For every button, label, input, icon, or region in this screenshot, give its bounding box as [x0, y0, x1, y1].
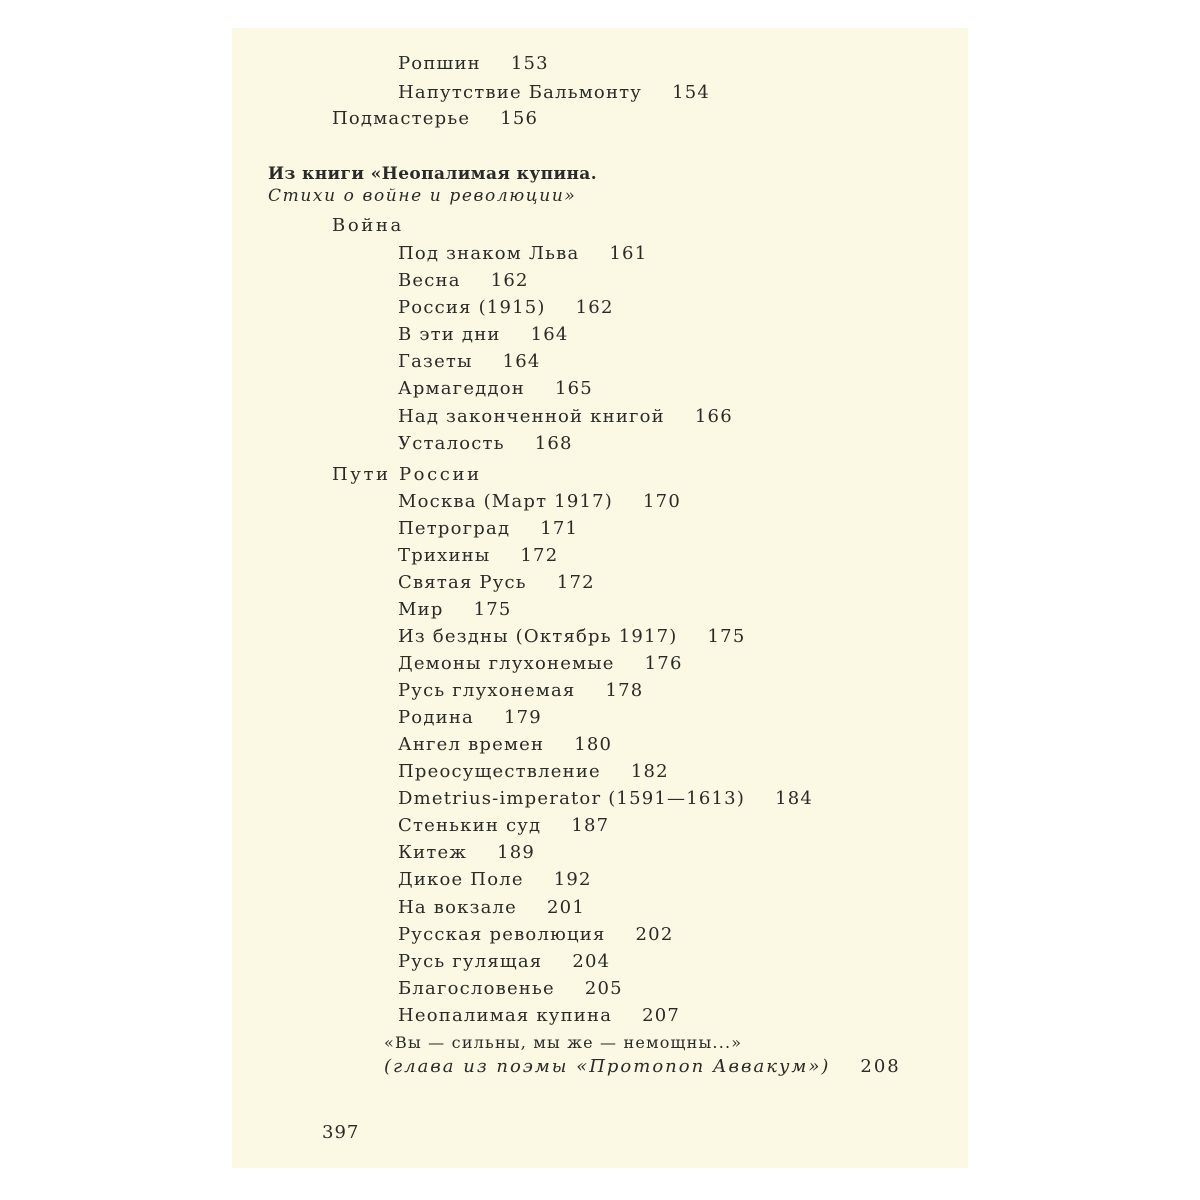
toc-entry: Из бездны (Октябрь 1917) 175 [398, 626, 746, 647]
toc-entry: Демоны глухонемые 176 [398, 653, 683, 674]
toc-entry: Святая Русь 172 [398, 572, 595, 593]
toc-entry: Газеты 164 [398, 351, 541, 372]
toc-entry: Дикое Поле 192 [398, 869, 592, 890]
toc-entry: Ангел времен 180 [398, 734, 613, 755]
toc-entry: Мир 175 [398, 599, 512, 620]
toc-entry: Трихины 172 [398, 545, 559, 566]
book-page [232, 28, 968, 1168]
toc-entry-note: (глава из поэмы «Протопоп Аввакум») 208 [384, 1056, 901, 1077]
toc-entry: Ропшин 153 [398, 53, 549, 74]
toc-entry: Китеж 189 [398, 842, 536, 863]
toc-entry: Русская революция 202 [398, 924, 674, 945]
toc-section: Война [332, 215, 404, 236]
toc-entry: Благословенье 205 [398, 978, 623, 999]
toc-entry: Неопалимая купина 207 [398, 1005, 681, 1026]
toc-entry-quote: «Вы — сильны, мы же — немощны...» [384, 1033, 743, 1052]
toc-entry: Усталость 168 [398, 433, 573, 454]
toc-entry: Весна 162 [398, 270, 529, 291]
toc-entry: Русь гулящая 204 [398, 951, 611, 972]
toc-entry: На вокзале 201 [398, 897, 585, 918]
toc-entry: Россия (1915) 162 [398, 297, 614, 318]
page-number: 397 [322, 1122, 360, 1143]
toc-entry: Стенькин суд 187 [398, 815, 610, 836]
toc-entry: Под знаком Льва 161 [398, 243, 648, 264]
toc-entry: Родина 179 [398, 707, 542, 728]
toc-entry: Dmetrius-imperator (1591—1613) 184 [398, 788, 814, 809]
toc-subheading: Стихи о войне и революции» [268, 186, 577, 206]
toc-entry: В эти дни 164 [398, 324, 569, 345]
toc-section: Пути России [332, 464, 482, 485]
toc-entry: Напутствие Бальмонту 154 [398, 82, 711, 103]
toc-heading: Из книги «Неопалимая купина. [268, 164, 598, 184]
toc-entry: Подмастерье 156 [332, 108, 539, 129]
toc-entry: Над законченной книгой 166 [398, 406, 733, 427]
toc-entry: Армагеддон 165 [398, 378, 593, 399]
toc-entry: Москва (Март 1917) 170 [398, 491, 681, 512]
toc-entry: Петроград 171 [398, 518, 579, 539]
toc-entry: Русь глухонемая 178 [398, 680, 644, 701]
toc-entry: Преосуществление 182 [398, 761, 669, 782]
